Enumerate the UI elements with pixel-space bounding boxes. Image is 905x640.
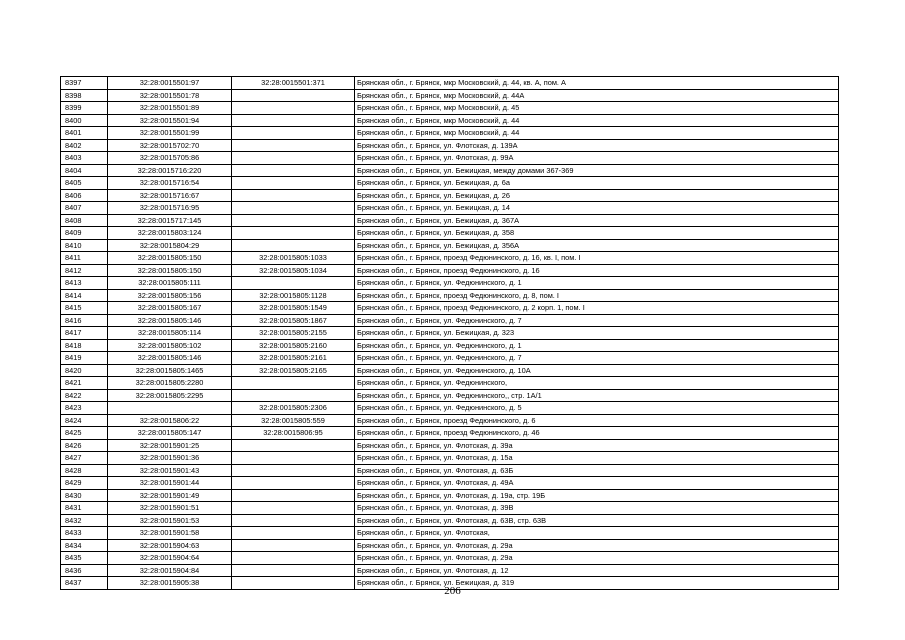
registry-table [60,76,839,590]
page-number: 206 [444,585,461,597]
cadastral-number-cell: 32:28:0015904:84 [108,564,232,577]
linked-cadastral-number-cell [232,539,355,552]
address-cell: Брянская обл., г. Брянск, ул. Федюнинского, д. 1 [355,339,839,352]
row-number-cell: 8416 [61,314,108,327]
row-number-cell: 8402 [61,139,108,152]
row-number-cell: 8401 [61,127,108,140]
row-number-cell: 8411 [61,252,108,265]
address-cell: Брянская обл., г. Брянск, ул. Федюнинского, [355,377,839,390]
row-number-cell: 8430 [61,489,108,502]
table-row [61,402,839,415]
address-cell: Брянская обл., г. Брянск, ул. Флотская, д. 63Б [355,464,839,477]
linked-cadastral-number-cell [232,102,355,115]
table-row [61,127,839,140]
row-number-cell: 8400 [61,114,108,127]
linked-cadastral-number-cell [232,439,355,452]
cadastral-number-cell: 32:28:0015904:64 [108,552,232,565]
cadastral-number-cell: 32:28:0015805:2280 [108,377,232,390]
linked-cadastral-number-cell: 32:28:0015805:2165 [232,364,355,377]
address-cell: Брянская обл., г. Брянск, ул. Флотская, д. 49А [355,477,839,490]
row-number-cell: 8412 [61,264,108,277]
linked-cadastral-number-cell: 32:28:0015805:2155 [232,327,355,340]
row-number-cell: 8431 [61,502,108,515]
linked-cadastral-number-cell: 32:28:0015805:2306 [232,402,355,415]
linked-cadastral-number-cell [232,527,355,540]
linked-cadastral-number-cell [232,89,355,102]
row-number-cell: 8437 [61,577,108,590]
cadastral-number-cell: 32:28:0015501:89 [108,102,232,115]
address-cell: Брянская обл., г. Брянск, ул. Федюнинского, д. 10А [355,364,839,377]
linked-cadastral-number-cell [232,114,355,127]
address-cell: Брянская обл., г. Брянск, ул. Бежицкая, д. 6а [355,177,839,190]
cadastral-number-cell: 32:28:0015804:29 [108,239,232,252]
linked-cadastral-number-cell: 32:28:0015805:1549 [232,302,355,315]
cadastral-number-cell: 32:28:0015805:114 [108,327,232,340]
table-row [61,564,839,577]
row-number-cell: 8414 [61,289,108,302]
row-number-cell: 8407 [61,202,108,215]
address-cell: Брянская обл., г. Брянск, проезд Федюнинского, д. 46 [355,427,839,440]
row-number-cell: 8436 [61,564,108,577]
row-number-cell: 8422 [61,389,108,402]
linked-cadastral-number-cell [232,277,355,290]
address-cell: Брянская обл., г. Брянск, ул. Бежицкая, д. 319 [355,577,839,590]
address-cell: Брянская обл., г. Брянск, проезд Федюнинского, д. 8, пом. I [355,289,839,302]
linked-cadastral-number-cell [232,477,355,490]
row-number-cell: 8397 [61,77,108,90]
address-cell: Брянская обл., г. Брянск, проезд Федюнинского, д. 16, кв. I, пом. I [355,252,839,265]
cadastral-number-cell: 32:28:0015805:111 [108,277,232,290]
cadastral-number-cell: 32:28:0015805:167 [108,302,232,315]
address-cell: Брянская обл., г. Брянск, ул. Флотская, д. 29а [355,552,839,565]
linked-cadastral-number-cell [232,177,355,190]
linked-cadastral-number-cell [232,127,355,140]
address-cell: Брянская обл., г. Брянск, ул. Флотская, [355,527,839,540]
linked-cadastral-number-cell: 32:28:0015805:1867 [232,314,355,327]
address-cell: Брянская обл., г. Брянск, ул. Флотская, д. 39а [355,439,839,452]
cadastral-number-cell: 32:28:0015901:49 [108,489,232,502]
address-cell: Брянская обл., г. Брянск, ул. Флотская, д. 139А [355,139,839,152]
table-row [61,227,839,240]
address-cell: Брянская обл., г. Брянск, ул. Бежицкая, д. 367А [355,214,839,227]
table-row [61,552,839,565]
linked-cadastral-number-cell: 32:28:0015805:1034 [232,264,355,277]
table-row [61,289,839,302]
table-row [61,202,839,215]
cadastral-number-cell: 32:28:0015901:44 [108,477,232,490]
table-row [61,427,839,440]
linked-cadastral-number-cell [232,202,355,215]
linked-cadastral-number-cell [232,502,355,515]
address-cell: Брянская обл., г. Брянск, мкр Московский, д. 45 [355,102,839,115]
row-number-cell: 8421 [61,377,108,390]
row-number-cell: 8420 [61,364,108,377]
cadastral-number-cell: 32:28:0015805:147 [108,427,232,440]
table-row [61,177,839,190]
linked-cadastral-number-cell [232,452,355,465]
cadastral-number-cell: 32:28:0015716:67 [108,189,232,202]
linked-cadastral-number-cell: 32:28:0015501:371 [232,77,355,90]
cadastral-number-cell: 32:28:0015716:220 [108,164,232,177]
row-number-cell: 8404 [61,164,108,177]
row-number-cell: 8434 [61,539,108,552]
row-number-cell: 8433 [61,527,108,540]
linked-cadastral-number-cell [232,239,355,252]
table-row [61,89,839,102]
row-number-cell: 8432 [61,514,108,527]
address-cell: Брянская обл., г. Брянск, ул. Флотская, д. 15а [355,452,839,465]
address-cell: Брянская обл., г. Брянск, проезд Федюнинского, д. 16 [355,264,839,277]
row-number-cell: 8409 [61,227,108,240]
linked-cadastral-number-cell [232,514,355,527]
address-cell: Брянская обл., г. Брянск, ул. Федюнинского, д. 1 [355,277,839,290]
linked-cadastral-number-cell [232,164,355,177]
row-number-cell: 8429 [61,477,108,490]
table-row [61,539,839,552]
cadastral-number-cell: 32:28:0015501:99 [108,127,232,140]
linked-cadastral-number-cell [232,214,355,227]
row-number-cell: 8410 [61,239,108,252]
row-number-cell: 8423 [61,402,108,415]
cadastral-number-cell: 32:28:0015805:150 [108,264,232,277]
address-cell: Брянская обл., г. Брянск, ул. Флотская, д. 63В, стр. 63В [355,514,839,527]
table-row [61,489,839,502]
cadastral-number-cell: 32:28:0015901:53 [108,514,232,527]
row-number-cell: 8399 [61,102,108,115]
linked-cadastral-number-cell [232,489,355,502]
linked-cadastral-number-cell: 32:28:0015806:95 [232,427,355,440]
table-row [61,189,839,202]
cadastral-number-cell: 32:28:0015501:94 [108,114,232,127]
address-cell: Брянская обл., г. Брянск, ул. Бежицкая, д. 356А [355,239,839,252]
row-number-cell: 8406 [61,189,108,202]
registry-table-body [61,77,839,590]
address-cell: Брянская обл., г. Брянск, ул. Флотская, д. 39В [355,502,839,515]
table-row [61,152,839,165]
row-number-cell: 8417 [61,327,108,340]
linked-cadastral-number-cell: 32:28:0015805:1128 [232,289,355,302]
cadastral-number-cell: 32:28:0015901:58 [108,527,232,540]
address-cell: Брянская обл., г. Брянск, ул. Флотская, д. 99А [355,152,839,165]
table-row [61,502,839,515]
table-row [61,389,839,402]
address-cell: Брянская обл., г. Брянск, ул. Флотская, д. 12 [355,564,839,577]
cadastral-number-cell: 32:28:0015805:102 [108,339,232,352]
linked-cadastral-number-cell [232,139,355,152]
address-cell: Брянская обл., г. Брянск, проезд Федюнинского, д. 6 [355,414,839,427]
linked-cadastral-number-cell: 32:28:0015805:559 [232,414,355,427]
cadastral-number-cell: 32:28:0015901:36 [108,452,232,465]
address-cell: Брянская обл., г. Брянск, ул. Бежицкая, между домами 367-369 [355,164,839,177]
address-cell: Брянская обл., г. Брянск, ул. Бежицкая, д. 323 [355,327,839,340]
cadastral-number-cell: 32:28:0015805:146 [108,352,232,365]
table-row [61,214,839,227]
cadastral-number-cell: 32:28:0015901:25 [108,439,232,452]
linked-cadastral-number-cell: 32:28:0015805:1033 [232,252,355,265]
address-cell: Брянская обл., г. Брянск, ул. Бежицкая, д. 14 [355,202,839,215]
cadastral-number-cell: 32:28:0015805:156 [108,289,232,302]
row-number-cell: 8415 [61,302,108,315]
cadastral-number-cell: 32:28:0015806:22 [108,414,232,427]
table-row [61,164,839,177]
table-row [61,314,839,327]
table-row [61,302,839,315]
address-cell: Брянская обл., г. Брянск, ул. Бежицкая, д. 26 [355,189,839,202]
table-row [61,452,839,465]
row-number-cell: 8425 [61,427,108,440]
address-cell: Брянская обл., г. Брянск, ул. Флотская, д. 19а, стр. 19Б [355,489,839,502]
row-number-cell: 8408 [61,214,108,227]
address-cell: Брянская обл., г. Брянск, ул. Федюнинского, д. 7 [355,352,839,365]
table-row [61,102,839,115]
row-number-cell: 8405 [61,177,108,190]
linked-cadastral-number-cell [232,389,355,402]
row-number-cell: 8413 [61,277,108,290]
table-row [61,339,839,352]
cadastral-number-cell: 32:28:0015717:145 [108,214,232,227]
linked-cadastral-number-cell [232,377,355,390]
linked-cadastral-number-cell [232,464,355,477]
linked-cadastral-number-cell: 32:28:0015805:2160 [232,339,355,352]
table-row [61,114,839,127]
cadastral-number-cell: 32:28:0015501:97 [108,77,232,90]
row-number-cell: 8418 [61,339,108,352]
address-cell: Брянская обл., г. Брянск, проезд Федюнинского, д. 2 корп. 1, пом. I [355,302,839,315]
address-cell: Брянская обл., г. Брянск, ул. Федюнинского, д. 7 [355,314,839,327]
cadastral-number-cell: 32:28:0015805:2295 [108,389,232,402]
cadastral-number-cell: 32:28:0015716:54 [108,177,232,190]
linked-cadastral-number-cell [232,152,355,165]
table-row [61,514,839,527]
cadastral-number-cell: 32:28:0015501:78 [108,89,232,102]
address-cell: Брянская обл., г. Брянск, ул. Бежицкая, д. 358 [355,227,839,240]
linked-cadastral-number-cell [232,552,355,565]
linked-cadastral-number-cell [232,564,355,577]
cadastral-number-cell: 32:28:0015805:1465 [108,364,232,377]
address-cell: Брянская обл., г. Брянск, ул. Федюнинского,, стр. 1А/1 [355,389,839,402]
cadastral-number-cell: 32:28:0015901:51 [108,502,232,515]
cadastral-number-cell: 32:28:0015805:146 [108,314,232,327]
table-row [61,477,839,490]
row-number-cell: 8435 [61,552,108,565]
address-cell: Брянская обл., г. Брянск, мкр Московский, д. 44 [355,127,839,140]
cadastral-number-cell: 32:28:0015716:95 [108,202,232,215]
row-number-cell: 8424 [61,414,108,427]
row-number-cell: 8419 [61,352,108,365]
cadastral-number-cell: 32:28:0015901:43 [108,464,232,477]
table-row [61,77,839,90]
cadastral-number-cell: 32:28:0015705:86 [108,152,232,165]
table-row [61,439,839,452]
table-row [61,277,839,290]
cadastral-number-cell: 32:28:0015904:63 [108,539,232,552]
cadastral-number-cell [108,402,232,415]
table-row [61,252,839,265]
row-number-cell: 8398 [61,89,108,102]
cadastral-number-cell: 32:28:0015905:38 [108,577,232,590]
table-row [61,264,839,277]
table-row [61,352,839,365]
address-cell: Брянская обл., г. Брянск, ул. Флотская, д. 29а [355,539,839,552]
row-number-cell: 8403 [61,152,108,165]
table-row [61,527,839,540]
linked-cadastral-number-cell [232,227,355,240]
table-row [61,464,839,477]
table-row [61,414,839,427]
address-cell: Брянская обл., г. Брянск, мкр Московский, д. 44 [355,114,839,127]
row-number-cell: 8426 [61,439,108,452]
table-row [61,327,839,340]
table-row [61,139,839,152]
cadastral-number-cell: 32:28:0015702:70 [108,139,232,152]
address-cell: Брянская обл., г. Брянск, ул. Федюнинского, д. 5 [355,402,839,415]
linked-cadastral-number-cell: 32:28:0015805:2161 [232,352,355,365]
row-number-cell: 8427 [61,452,108,465]
address-cell: Брянская обл., г. Брянск, мкр Московский, д. 44А [355,89,839,102]
table-row [61,377,839,390]
cadastral-number-cell: 32:28:0015803:124 [108,227,232,240]
address-cell: Брянская обл., г. Брянск, мкр Московский, д. 44, кв. А, пом. А [355,77,839,90]
table-row [61,364,839,377]
cadastral-number-cell: 32:28:0015805:150 [108,252,232,265]
linked-cadastral-number-cell [232,189,355,202]
table-row [61,239,839,252]
row-number-cell: 8428 [61,464,108,477]
